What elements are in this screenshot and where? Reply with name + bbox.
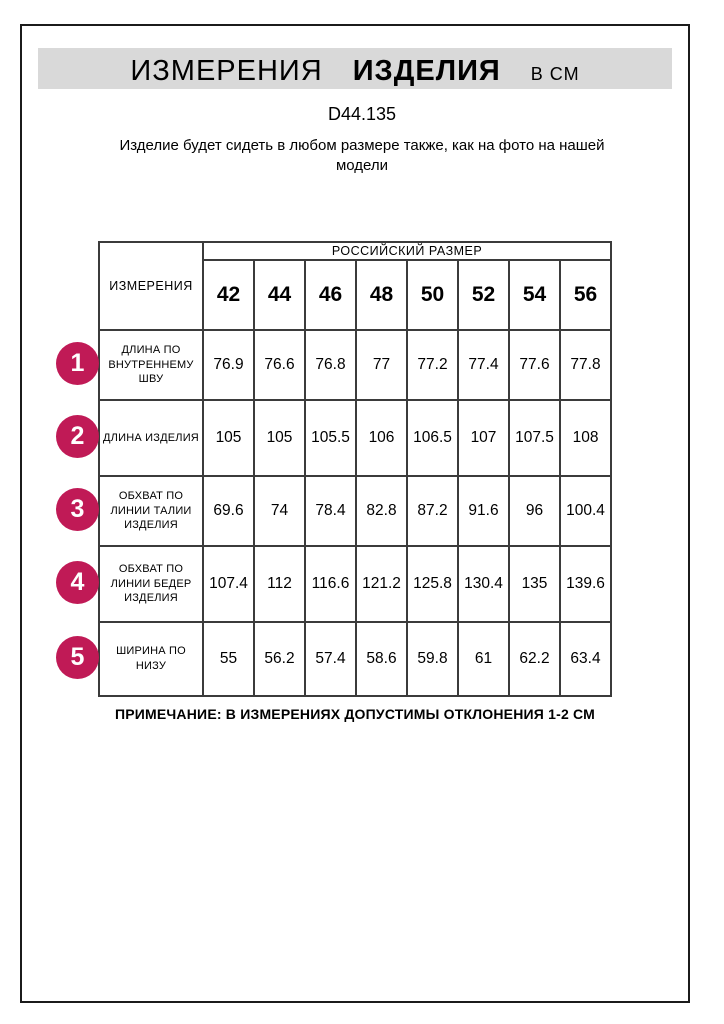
measurement-cell: 107.4 — [203, 546, 254, 622]
size-header: 54 — [509, 260, 560, 330]
page-title-measurements: ИЗМЕРЕНИЯ — [130, 55, 323, 87]
measurement-cell: 76.9 — [203, 330, 254, 400]
row-number-badge: 4 — [56, 561, 99, 604]
measurement-cell: 76.6 — [254, 330, 305, 400]
measurement-cell: 57.4 — [305, 622, 356, 696]
title-bar — [38, 48, 672, 89]
fit-description: Изделие будет сидеть в любом размере также, как на фото на нашей модели — [119, 137, 605, 175]
corner-header: ИЗМЕРЕНИЯ — [99, 242, 203, 330]
measurement-cell: 116.6 — [305, 546, 356, 622]
measurement-cell: 108 — [560, 400, 611, 476]
measurement-cell: 59.8 — [407, 622, 458, 696]
size-header: 52 — [458, 260, 509, 330]
row-label: ОБХВАТ ПО ЛИНИИ ТАЛИИ ИЗДЕЛИЯ — [99, 476, 203, 546]
size-header: 50 — [407, 260, 458, 330]
measurement-cell: 106 — [356, 400, 407, 476]
measurement-cell: 76.8 — [305, 330, 356, 400]
measurement-cell: 61 — [458, 622, 509, 696]
measurement-cell: 58.6 — [356, 622, 407, 696]
product-code: D44.135 — [327, 104, 397, 124]
size-header: 56 — [560, 260, 611, 330]
measurement-cell: 77 — [356, 330, 407, 400]
measurement-cell: 100.4 — [560, 476, 611, 546]
size-header: 42 — [203, 260, 254, 330]
measurement-cell: 77.6 — [509, 330, 560, 400]
size-header: 46 — [305, 260, 356, 330]
row-label: ДЛИНА ПО ВНУТРЕННЕМУ ШВУ — [99, 330, 203, 400]
measurements-table — [98, 241, 612, 697]
measurement-cell: 106.5 — [407, 400, 458, 476]
measurement-cell: 125.8 — [407, 546, 458, 622]
measurement-cell: 91.6 — [458, 476, 509, 546]
row-number-badge: 3 — [56, 488, 99, 531]
measurement-cell: 77.4 — [458, 330, 509, 400]
measurement-cell: 105 — [254, 400, 305, 476]
measurement-cell: 135 — [509, 546, 560, 622]
measurement-cell: 107.5 — [509, 400, 560, 476]
row-label: ОБХВАТ ПО ЛИНИИ БЕДЕР ИЗДЕЛИЯ — [99, 546, 203, 622]
measurement-cell: 130.4 — [458, 546, 509, 622]
table-row — [99, 622, 611, 696]
table-group-header-row — [99, 242, 611, 260]
measurement-cell: 96 — [509, 476, 560, 546]
measurement-cell: 77.8 — [560, 330, 611, 400]
table-row — [99, 476, 611, 546]
measurement-cell: 56.2 — [254, 622, 305, 696]
table-row — [99, 330, 611, 400]
measurement-cell: 82.8 — [356, 476, 407, 546]
measurement-cell: 63.4 — [560, 622, 611, 696]
size-header: 44 — [254, 260, 305, 330]
row-label: ДЛИНА ИЗДЕЛИЯ — [99, 400, 203, 476]
table-row — [99, 546, 611, 622]
size-header: 48 — [356, 260, 407, 330]
size-group-header: РОССИЙСКИЙ РАЗМЕР — [203, 242, 611, 260]
measurement-cell: 69.6 — [203, 476, 254, 546]
measurement-cell: 107 — [458, 400, 509, 476]
measurement-cell: 139.6 — [560, 546, 611, 622]
page-title-product: ИЗДЕЛИЯ — [352, 55, 501, 87]
measurement-cell: 121.2 — [356, 546, 407, 622]
row-number-badge: 1 — [56, 342, 99, 385]
measurement-cell: 112 — [254, 546, 305, 622]
row-number-badge: 5 — [56, 636, 99, 679]
row-label: ШИРИНА ПО НИЗУ — [99, 622, 203, 696]
row-number-badge: 2 — [56, 415, 99, 458]
measurement-cell: 62.2 — [509, 622, 560, 696]
page-title-unit: В СМ — [530, 64, 580, 84]
measurement-cell: 55 — [203, 622, 254, 696]
measurement-cell: 78.4 — [305, 476, 356, 546]
measurement-cell: 77.2 — [407, 330, 458, 400]
measurement-cell: 105.5 — [305, 400, 356, 476]
measurement-cell: 87.2 — [407, 476, 458, 546]
measurement-cell: 74 — [254, 476, 305, 546]
tolerance-note: ПРИМЕЧАНИЕ: В ИЗМЕРЕНИЯХ ДОПУСТИМЫ ОТКЛОНЕНИЯ 1-2 СМ — [114, 706, 596, 722]
table-row — [99, 400, 611, 476]
measurement-cell: 105 — [203, 400, 254, 476]
